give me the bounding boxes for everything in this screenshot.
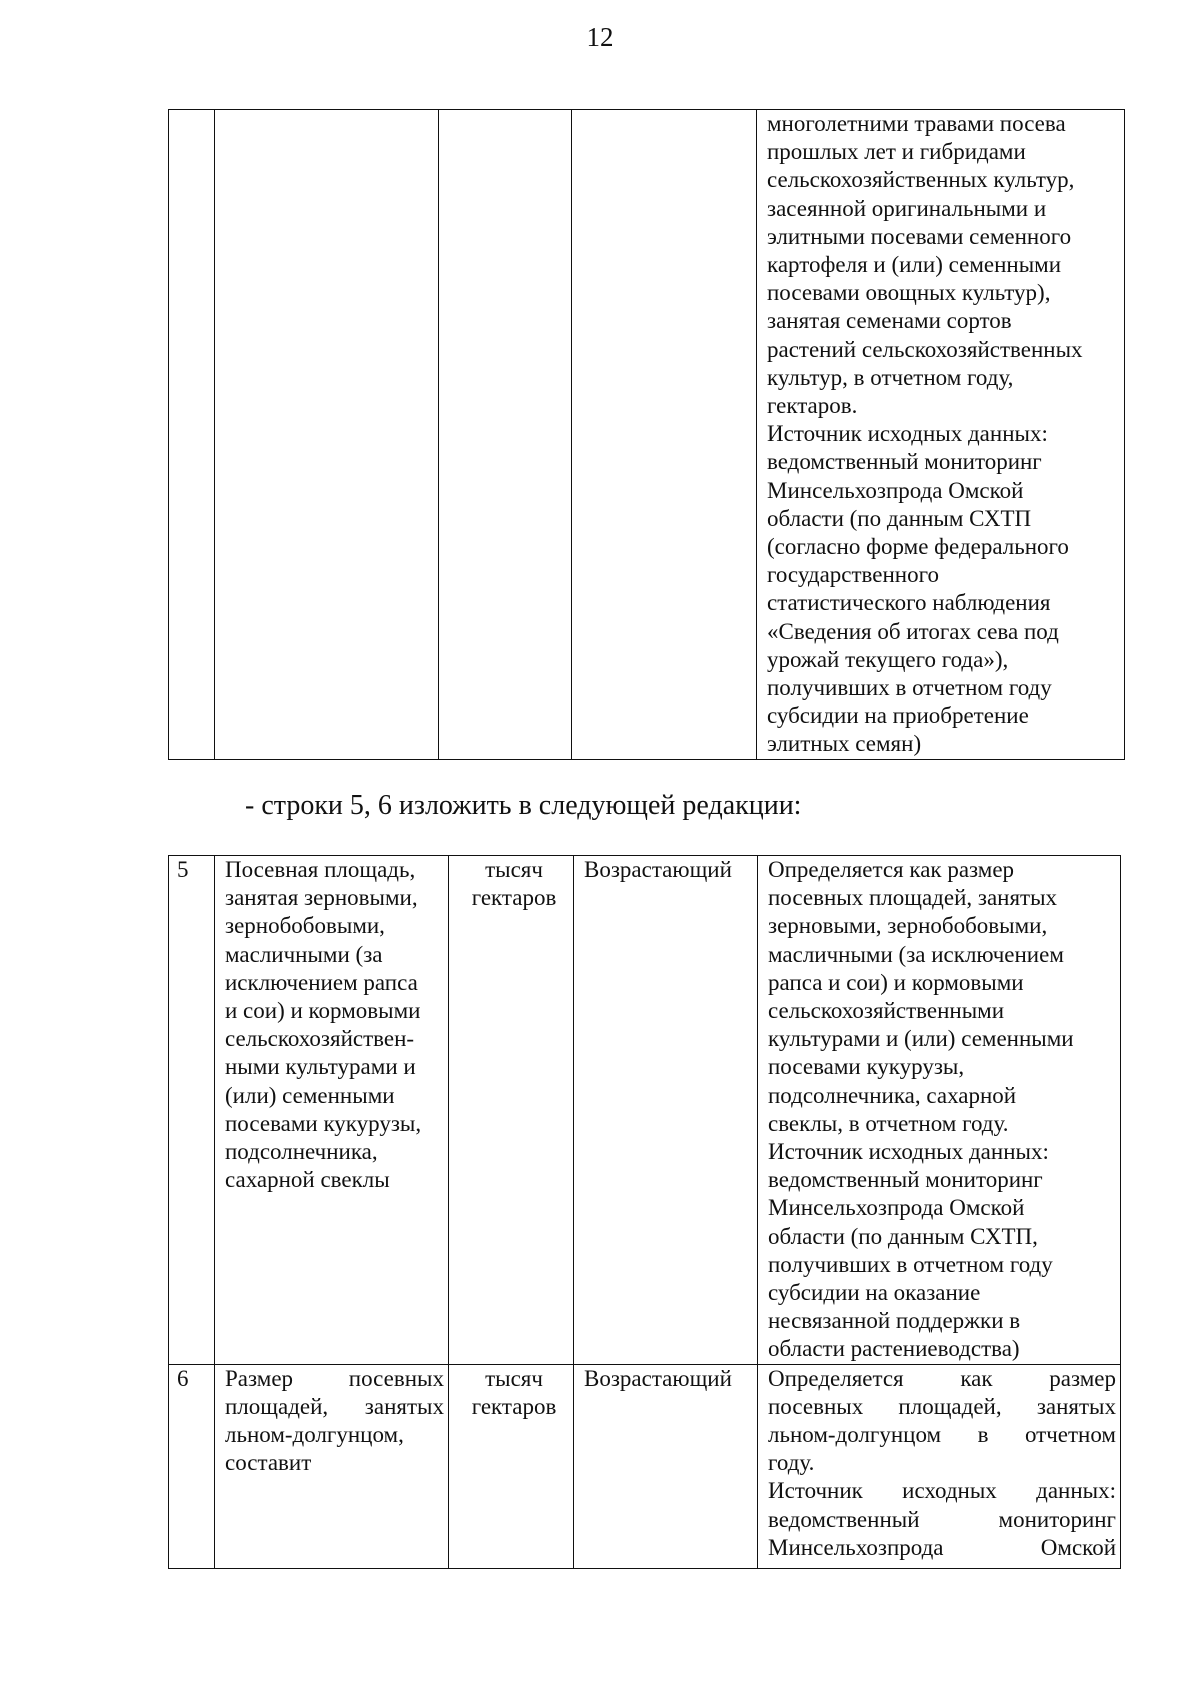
trend: Возрастающий [574, 1364, 758, 1568]
cell-trend [572, 110, 757, 760]
text-line: тысяч [485, 857, 543, 882]
text-line: культурами и (или) семенными [768, 1026, 1074, 1052]
text-line: масличными (за исключением [768, 941, 1064, 967]
text-line: льном-долгунцом, [225, 1422, 404, 1448]
text-line: (согласно форме федерального [767, 534, 1069, 560]
text-line: области (по данным СХТП [767, 505, 1032, 531]
text-line: Определяется как размер [768, 1365, 1116, 1391]
text-line: году. [768, 1450, 815, 1476]
unit [449, 1364, 574, 1568]
text-line: сахарной свеклы [225, 1167, 390, 1193]
text-line: Минсельхозпрода Омской [768, 1534, 1116, 1560]
text-line: масличными (за [225, 941, 383, 967]
text-line: составит [225, 1450, 312, 1476]
text-line: посевных площадей, занятых [768, 1393, 1116, 1419]
text-line: субсидии на приобретение [767, 703, 1029, 729]
text-line: элитными посевами семенного [767, 223, 1072, 249]
text-line: гектаров. [767, 393, 858, 419]
text-line: элитных семян) [767, 731, 922, 757]
text-line: области (по данным СХТП, [768, 1223, 1038, 1249]
text-line: гектаров [471, 1393, 557, 1419]
intro-text: - строки 5, 6 изложить в следующей редакции: [245, 790, 802, 821]
unit [449, 856, 574, 1365]
text-line: растений сельскохозяйственных [767, 336, 1083, 362]
table-row-5 [169, 856, 1121, 1365]
row-number: 6 [169, 1364, 215, 1568]
text-line: занятая зерновыми, [225, 885, 418, 911]
table-rows-5-6 [168, 855, 1121, 1569]
text-line: подсолнечника, [225, 1139, 378, 1165]
text-line: засеянной оригинальными и [767, 195, 1047, 221]
table-row-6 [169, 1364, 1121, 1568]
text-line: многолетними травами посева [767, 111, 1066, 136]
text-line: площадей, занятых [225, 1393, 444, 1419]
text-line: урожай текущего года»), [767, 646, 1009, 672]
text-line: Размер посевных [225, 1365, 444, 1391]
text-line: посевами кукурузы, [225, 1110, 422, 1136]
text-line: посевных площадей, занятых [768, 885, 1058, 911]
cell-definition [757, 110, 1125, 760]
text-line: прошлых лет и гибридами [767, 139, 1026, 165]
text-line: подсолнечника, сахарной [768, 1082, 1017, 1108]
text-line: рапса и сои) и кормовыми [768, 969, 1024, 995]
text-line: ведомственный мониторинг [768, 1506, 1116, 1532]
cell-indicator [215, 110, 439, 760]
indicator-name [215, 856, 449, 1365]
text-line: сельскохозяйственными [768, 998, 1005, 1024]
text-line: области растениеводства) [768, 1336, 1020, 1362]
trend: Возрастающий [574, 856, 758, 1365]
text-line: зерновыми, зернобобовыми, [768, 913, 1048, 939]
text-line: посевами кукурузы, [768, 1054, 965, 1080]
text-line: тысяч [485, 1365, 543, 1391]
text-line: государственного [767, 562, 939, 588]
text-line: получивших в отчетном году [767, 675, 1052, 701]
text-line: несвязанной поддержки в [768, 1308, 1021, 1334]
text-line: Источник исходных данных: [768, 1139, 1049, 1165]
text-line: зернобобовыми, [225, 913, 385, 939]
cell-unit [439, 110, 572, 760]
text-line: субсидии на оказание [768, 1280, 981, 1306]
definition [758, 1364, 1121, 1568]
text-line: сельскохозяйствен- [225, 1026, 415, 1052]
text-line: Минсельхозпрода Омской [767, 477, 1024, 503]
table-row [169, 110, 1125, 760]
indicator-name [215, 1364, 449, 1568]
table-continued [168, 109, 1125, 760]
text-line: свеклы, в отчетном году. [768, 1110, 1009, 1136]
text-line: картофеля и (или) семенными [767, 252, 1062, 278]
text-line: Определяется как размер [768, 857, 1015, 882]
text-line: Посевная площадь, [225, 857, 416, 882]
text-line: ведомственный мониторинг [767, 449, 1042, 475]
text-line: ведомственный мониторинг [768, 1167, 1043, 1193]
definition [758, 856, 1121, 1365]
text-line: Источник исходных данных: [767, 421, 1048, 447]
page-number: 12 [586, 22, 614, 52]
text-line: Источник исходных данных: [768, 1478, 1116, 1504]
text-line: посевами овощных культур), [767, 280, 1051, 306]
text-line: исключением рапса [225, 969, 418, 995]
text-line: занятая семенами сортов [767, 308, 1012, 334]
text-line: гектаров [471, 885, 557, 911]
text-line: сельскохозяйственных культур, [767, 167, 1075, 193]
text-line: (или) семенными [225, 1082, 395, 1108]
cell-num [169, 110, 215, 760]
text-line: льном-долгунцом в отчетном [768, 1422, 1116, 1448]
text-line: ными культурами и [225, 1054, 416, 1080]
text-line: культур, в отчетном году, [767, 364, 1014, 390]
text-line: статистического наблюдения [767, 590, 1051, 616]
text-line: «Сведения об итогах сева под [767, 618, 1059, 644]
row-number: 5 [169, 856, 215, 1365]
text-line: Минсельхозпрода Омской [768, 1195, 1025, 1221]
text-line: получивших в отчетном году [768, 1251, 1053, 1277]
text-line: и сои) и кормовыми [225, 998, 421, 1024]
